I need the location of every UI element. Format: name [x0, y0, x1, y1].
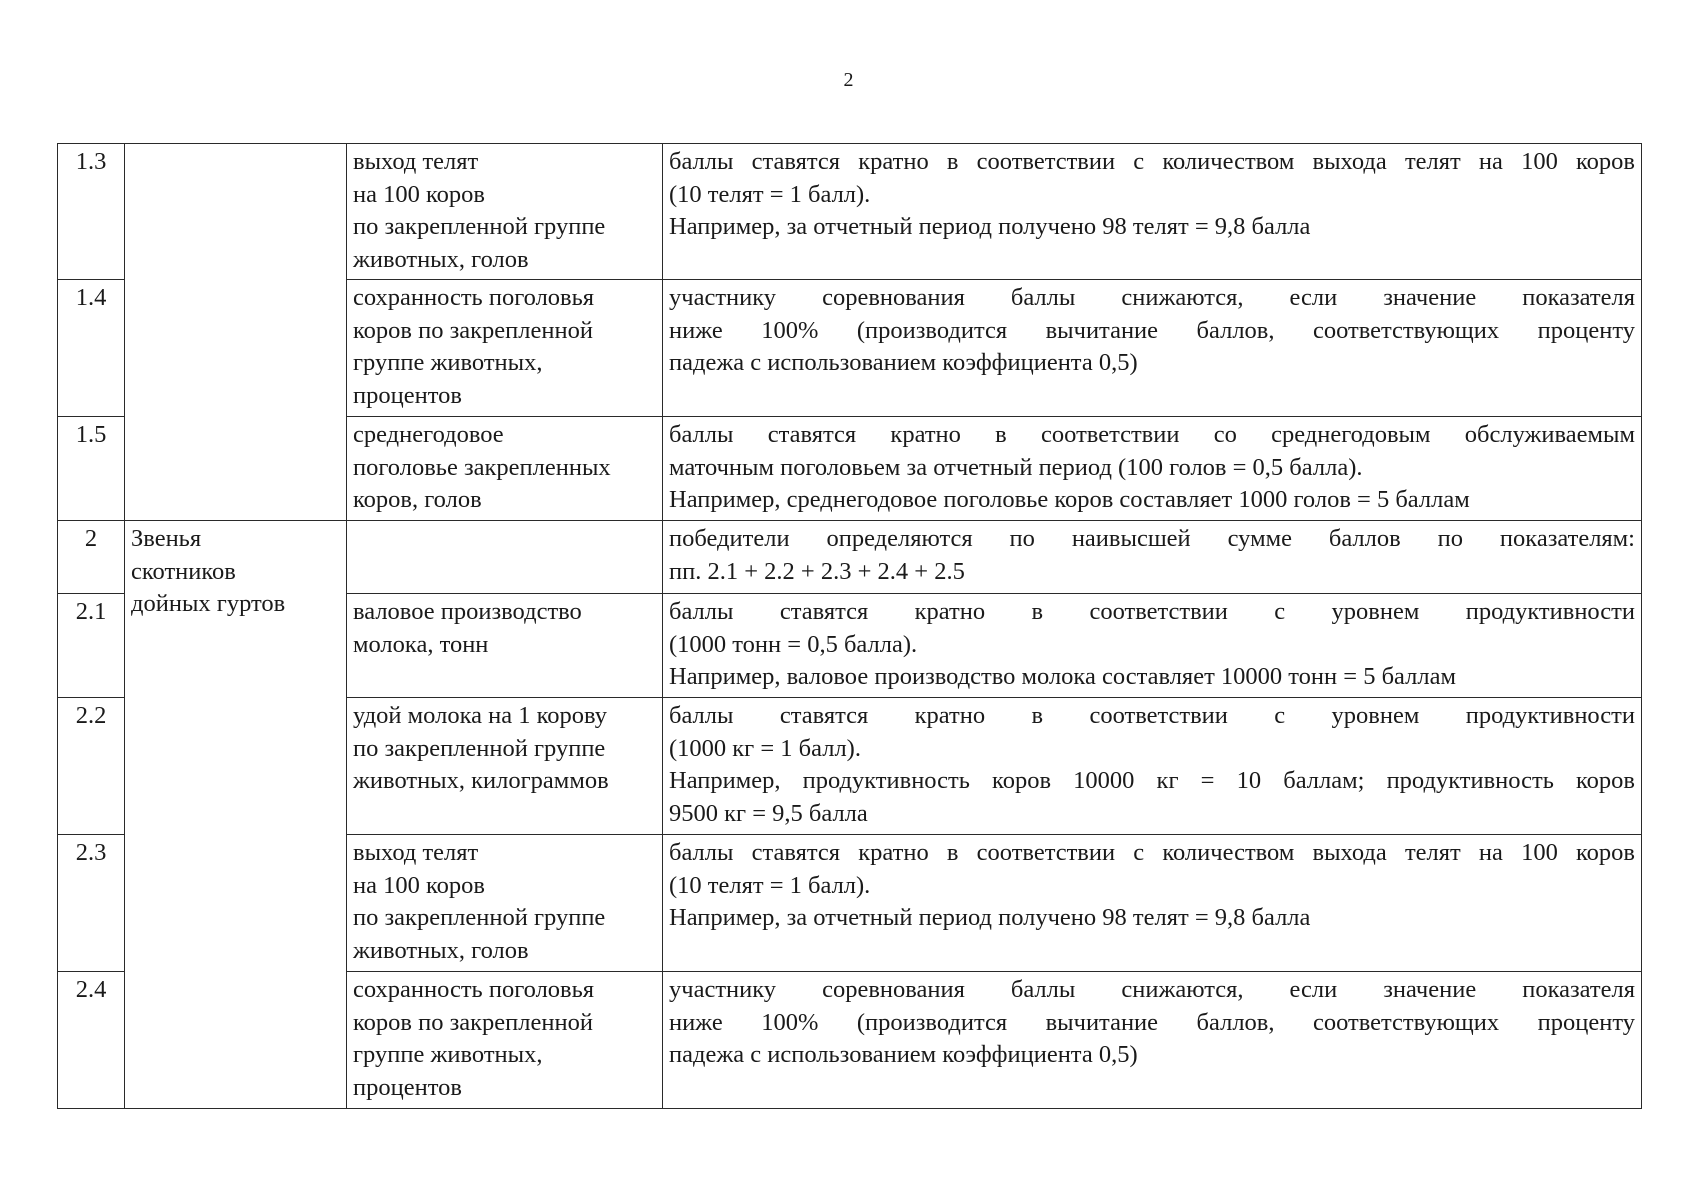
rule-line: баллы ставятся кратно в соответствии со среднегодовым обслуживаемым [669, 421, 1635, 448]
indicator-line: по закрепленной группе [353, 734, 606, 762]
rule-line: Например, за отчетный период получено 98 телят = 9,8 балла [669, 213, 1311, 240]
indicator-line: животных, голов [353, 245, 529, 273]
indicator-line: выход телят [353, 839, 479, 866]
rule-line: Например, среднегодовое поголовье коров составляет 1000 голов = 5 баллам [669, 486, 1470, 513]
row-number: 2.2 [58, 698, 125, 835]
indicator-line: процентов [353, 381, 462, 409]
table-row [58, 521, 1642, 594]
row-number: 1.5 [58, 417, 125, 521]
rule-line: (1000 тонн = 0,5 балла). [669, 630, 918, 658]
rule-line: баллы ставятся кратно в соответствии с уровнем продуктивности [669, 598, 1635, 625]
rule-cell [663, 144, 1642, 280]
page-number: 2 [843, 69, 854, 91]
indicator-cell [347, 417, 663, 521]
indicator-line: среднегодовое [353, 421, 504, 448]
table-row [58, 144, 1642, 280]
rule-line: участнику соревнования баллы снижаются, если значение показателя [669, 284, 1635, 311]
indicator-line: молока, тонн [353, 630, 489, 658]
indicator-line: валовое производство [353, 598, 582, 625]
group-cell [125, 144, 347, 521]
indicator-line: выход телят [353, 148, 479, 175]
row-number: 2.3 [58, 835, 125, 972]
rule-line: баллы ставятся кратно в соответствии с уровнем продуктивности [669, 702, 1635, 729]
indicator-line: животных, голов [353, 936, 529, 964]
rule-cell [663, 594, 1642, 698]
indicator-line: коров, голов [353, 486, 482, 513]
indicator-line: по закрепленной группе [353, 213, 606, 240]
rule-line: ниже 100% (производится вычитание баллов, соответствующих проценту [669, 316, 1635, 344]
rule-line: баллы ставятся кратно в соответствии с количеством выхода телят на 100 коров [669, 839, 1635, 866]
indicator-cell [347, 698, 663, 835]
rule-line: маточным поголовьем за отчетный период (100 голов = 0,5 балла). [669, 453, 1363, 481]
indicator-line: группе животных, [353, 1041, 543, 1068]
group-line: скотников [131, 557, 236, 585]
indicator-cell [347, 835, 663, 972]
indicator-cell [347, 972, 663, 1109]
rule-line: 9500 кг = 9,5 балла [669, 799, 868, 827]
rule-cell [663, 417, 1642, 521]
row-number: 1.3 [58, 144, 125, 280]
row-number: 1.4 [58, 280, 125, 417]
indicator-line: коров по закрепленной [353, 316, 593, 344]
rule-line: ниже 100% (производится вычитание баллов, соответствующих проценту [669, 1008, 1635, 1036]
rule-cell [663, 521, 1642, 594]
indicator-cell [347, 280, 663, 417]
criteria-table [57, 143, 1642, 1109]
rule-line: участнику соревнования баллы снижаются, если значение показателя [669, 976, 1635, 1003]
rule-line: (1000 кг = 1 балл). [669, 734, 861, 762]
group-line: Звенья [131, 525, 202, 552]
rule-line: Например, за отчетный период получено 98 телят = 9,8 балла [669, 904, 1311, 931]
rule-cell [663, 698, 1642, 835]
rule-line: (10 телят = 1 балл). [669, 180, 871, 208]
indicator-line: коров по закрепленной [353, 1008, 593, 1036]
indicator-line: по закрепленной группе [353, 904, 606, 931]
rule-cell [663, 280, 1642, 417]
rule-line: (10 телят = 1 балл). [669, 871, 871, 899]
indicator-line: поголовье закрепленных [353, 453, 611, 481]
indicator-line: животных, килограммов [353, 767, 609, 794]
rule-line: падежа с использованием коэффициента 0,5) [669, 349, 1138, 376]
indicator-line: на 100 коров [353, 871, 485, 899]
indicator-line: на 100 коров [353, 180, 485, 208]
group-line: дойных гуртов [131, 590, 286, 617]
indicator-cell [347, 144, 663, 280]
rule-line: Например, валовое производство молока составляет 10000 тонн = 5 баллам [669, 663, 1456, 690]
rule-line: Например, продуктивность коров 10000 кг = 10 баллам; продуктивность коров [669, 767, 1635, 794]
indicator-line: процентов [353, 1073, 462, 1101]
indicator-line: удой молока на 1 корову [353, 702, 607, 729]
row-number: 2.1 [58, 594, 125, 698]
rule-line: победители определяются по наивысшей сумме баллов по показателям: [669, 525, 1635, 552]
rule-cell [663, 972, 1642, 1109]
indicator-cell [347, 521, 663, 594]
rule-line: пп. 2.1 + 2.2 + 2.3 + 2.4 + 2.5 [669, 557, 965, 585]
row-number: 2 [58, 521, 125, 594]
rule-line: падежа с использованием коэффициента 0,5) [669, 1041, 1138, 1068]
group-cell [125, 521, 347, 1109]
indicator-line: сохранность поголовья [353, 284, 595, 311]
indicator-line: группе животных, [353, 349, 543, 376]
row-number: 2.4 [58, 972, 125, 1109]
indicator-cell [347, 594, 663, 698]
rule-cell [663, 835, 1642, 972]
indicator-line: сохранность поголовья [353, 976, 595, 1003]
rule-line: баллы ставятся кратно в соответствии с количеством выхода телят на 100 коров [669, 148, 1635, 175]
